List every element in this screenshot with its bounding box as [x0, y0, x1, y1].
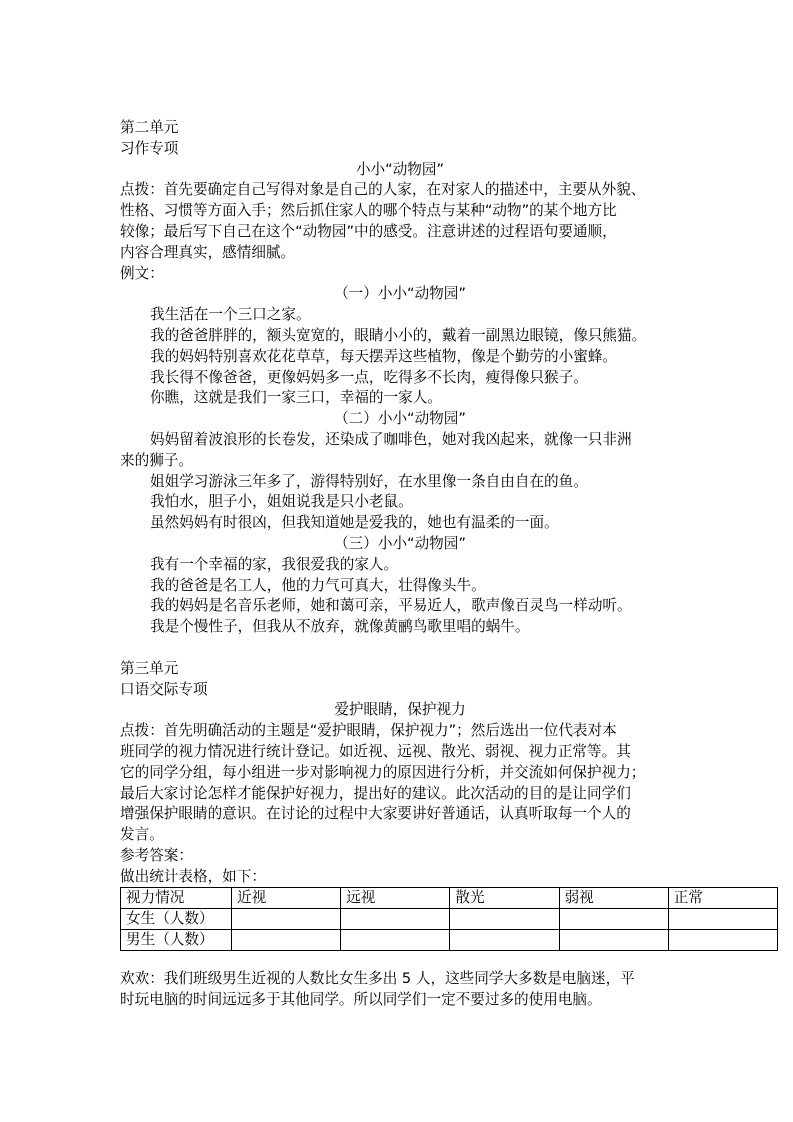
table-row	[121, 909, 778, 930]
essay1-paragraph: 我的妈妈特别喜欢花花草草，每天摆弄这些植物，像是个勤劳的小蜜蜂。	[150, 347, 618, 365]
unit2-tips-line: 较像；最后写下自己在这个“动物园”中的感受。注意讲述的过程语句要通顺，	[120, 222, 617, 240]
table-cell	[341, 930, 450, 951]
table-row-label: 男生（人数）	[121, 930, 232, 951]
table-cell	[341, 909, 450, 930]
answer-label: 参考答案：	[120, 846, 193, 864]
essay2-paragraph: 虽然妈妈有时很凶，但我知道她是爱我的，她也有温柔的一面。	[150, 514, 559, 532]
essay2-paragraph: 妈妈留着波浪形的长卷发，还染成了咖啡色，她对我凶起来，就像一只非洲	[150, 430, 632, 448]
closing-line: 欢欢：我们班级男生近视的人数比女生多出 5 人，这些同学大多数是电脑迷，平	[120, 970, 635, 988]
table-header-cell: 散光	[450, 888, 559, 909]
essay3-title: （三）小小“动物园”	[334, 534, 466, 552]
document-page	[120, 118, 703, 1011]
table-cell	[232, 930, 341, 951]
unit3-tips-line: 点拨：首先明确活动的主题是“爱护眼睛，保护视力”；然后选出一位代表对本	[120, 722, 617, 740]
unit3-tips-line: 班同学的视力情况进行统计登记。如近视、远视、散光、弱视、视力正常等。其	[120, 742, 631, 760]
vision-stats-table	[120, 887, 778, 951]
unit3-tips-line: 它的同学分组，每小组进一步对影响视力的原因进行分析，并交流如何保护视力；	[120, 763, 646, 781]
unit2-tips-line: 内容合理真实，感情细腻。	[120, 243, 296, 261]
unit2-tips-line: 性格、习惯等方面入手；然后抓住家人的哪个特点与某种“动物”的某个地方比	[120, 202, 617, 220]
unit2-heading: 第二单元	[120, 119, 179, 136]
essay1-paragraph: 我长得不像爸爸，更像妈妈多一点，吃得多不长肉，瘦得像只猴子。	[150, 368, 588, 386]
unit3-tips-line: 增强保护眼睛的意识。在讨论的过程中大家要讲好普通话，认真听取每一个人的	[120, 805, 631, 823]
essay3-paragraph: 我是个慢性子，但我从不放弃，就像黄鹂鸟歌里唱的蜗牛。	[150, 618, 530, 636]
essay2-paragraph: 姐姐学习游泳三年多了，游得特别好，在水里像一条自由自在的鱼。	[150, 472, 588, 490]
unit3-title: 爱护眼睛，保护视力	[334, 701, 466, 719]
table-row-label: 女生（人数）	[121, 909, 232, 930]
table-cell	[559, 909, 668, 930]
example-label: 例文：	[120, 264, 164, 282]
essay1-paragraph: 你瞧，这就是我们一家三口，幸福的一家人。	[150, 389, 442, 407]
table-cell	[450, 909, 559, 930]
essay3-paragraph: 我有一个幸福的家，我很爱我的家人。	[150, 555, 399, 573]
table-row	[121, 930, 778, 951]
table-header-cell: 弱视	[559, 888, 668, 909]
table-header-cell: 正常	[668, 888, 777, 909]
unit3-subheading: 口语交际专项	[120, 680, 208, 698]
table-header-row	[121, 888, 778, 909]
table-cell	[450, 930, 559, 951]
essay2-paragraph-cont: 来的狮子。	[120, 451, 193, 469]
essay3-paragraph: 我的妈妈是名音乐老师，她和蔼可亲，平易近人，歌声像百灵鸟一样动听。	[150, 597, 632, 615]
essay2-paragraph: 我怕水，胆子小，姐姐说我是只小老鼠。	[150, 493, 413, 511]
section-spacer	[120, 638, 680, 659]
unit2-subheading: 习作专项	[120, 139, 179, 157]
unit2-tips-line: 点拨：首先要确定自己写得对象是自己的人家，在对家人的描述中，主要从外貌、	[120, 181, 646, 199]
table-header-cell: 远视	[341, 888, 450, 909]
unit2-title: 小小“动物园”	[355, 160, 445, 178]
table-cell	[668, 909, 777, 930]
essay1-paragraph: 我的爸爸胖胖的，额头宽宽的，眼睛小小的，戴着一副黑边眼镜，像只熊猫。	[150, 326, 647, 344]
table-intro: 做出统计表格，如下：	[120, 867, 266, 885]
table-header-cell: 近视	[232, 888, 341, 909]
essay1-title: （一）小小“动物园”	[334, 285, 466, 303]
table-cell	[232, 909, 341, 930]
essay1-paragraph: 我生活在一个三口之家。	[150, 306, 311, 324]
table-cell	[668, 930, 777, 951]
unit3-tips-line: 最后大家讨论怎样才能保护好视力，提出好的建议。此次活动的目的是让同学们	[120, 784, 631, 802]
table-header-cell: 视力情况	[121, 888, 232, 909]
closing-line: 时玩电脑的时间远远多于其他同学。所以同学们一定不要过多的使用电脑。	[120, 991, 602, 1009]
essay2-title: （二）小小“动物园”	[334, 410, 466, 428]
essay3-paragraph: 我的爸爸是名工人，他的力气可真大，壮得像头牛。	[150, 576, 486, 594]
unit3-heading: 第三单元	[120, 659, 179, 677]
table-cell	[559, 930, 668, 951]
unit3-tips-line: 发言。	[120, 826, 164, 844]
